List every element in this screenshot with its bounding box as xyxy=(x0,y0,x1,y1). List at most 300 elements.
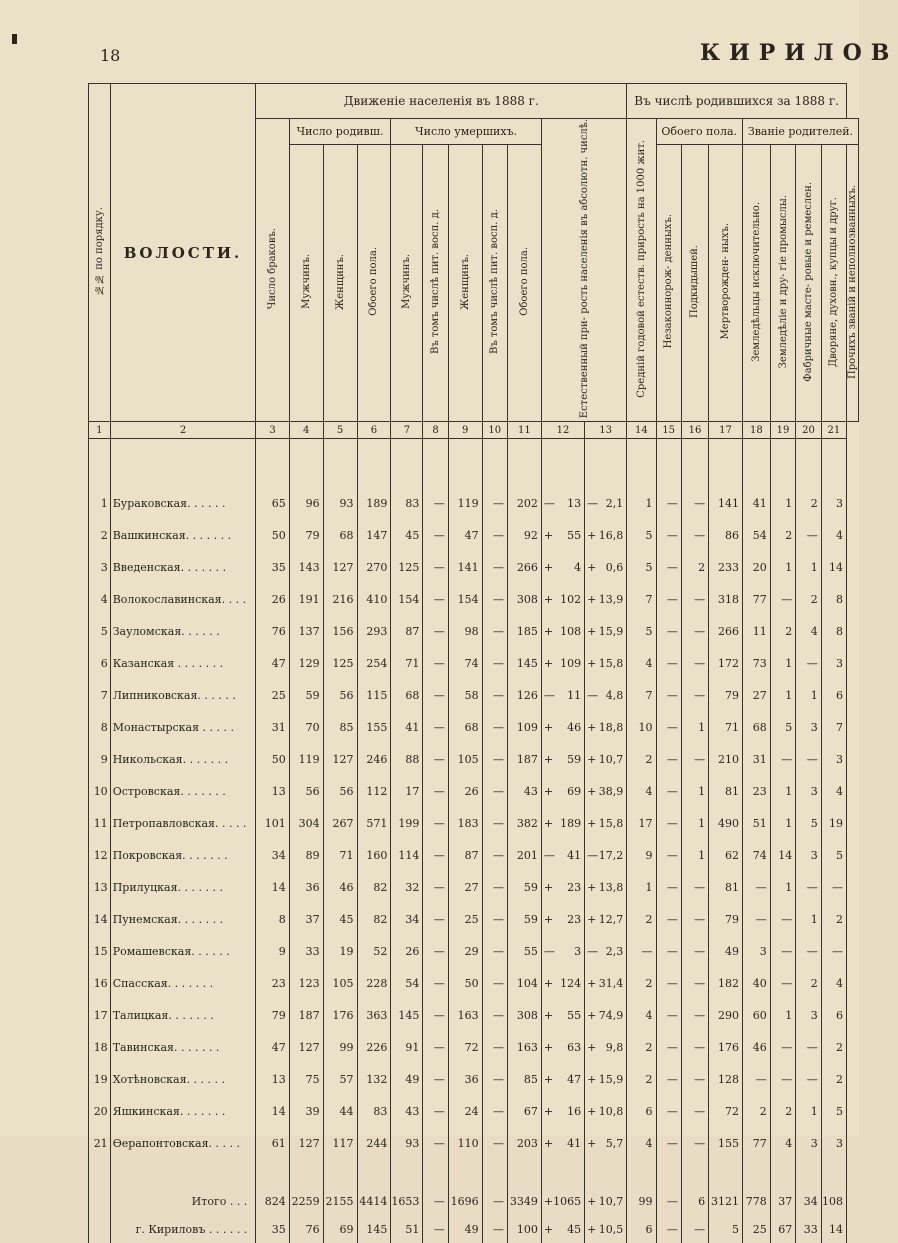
table-cell: 37 xyxy=(770,1187,796,1215)
table-row xyxy=(89,1215,859,1243)
table-cell: 1 xyxy=(770,487,796,519)
table-cell: 8 xyxy=(821,615,846,647)
cell-value: 13,8 xyxy=(598,880,624,894)
column-number: 5 xyxy=(323,422,357,439)
running-head: КИРИЛОВ xyxy=(700,40,898,66)
table-cell: — xyxy=(796,935,822,967)
table-cell xyxy=(585,711,627,743)
cell-value: 13 xyxy=(567,496,582,510)
table-row xyxy=(89,487,859,519)
table-cell: 172 xyxy=(709,647,743,679)
table-cell xyxy=(585,775,627,807)
table-cell xyxy=(541,935,584,967)
table-cell: 1 xyxy=(627,871,656,903)
table-cell: 127 xyxy=(323,743,357,775)
table-cell: — xyxy=(656,999,681,1031)
cell-value: 0,6 xyxy=(605,560,624,574)
table-cell: 109 xyxy=(507,711,541,743)
table-row xyxy=(89,871,859,903)
table-cell: — xyxy=(482,647,507,679)
table-row xyxy=(89,807,859,839)
sign: + xyxy=(587,1222,597,1236)
volost-name: Липниковская. . . . . . xyxy=(110,679,256,711)
table-row xyxy=(89,647,859,679)
sign: — xyxy=(587,848,599,862)
table-cell: 119 xyxy=(289,743,323,775)
table-cell: 1 xyxy=(770,999,796,1031)
table-cell: 87 xyxy=(391,615,423,647)
table-cell xyxy=(585,1127,627,1159)
table-cell: — xyxy=(482,1063,507,1095)
table-cell: 45 xyxy=(391,519,423,551)
table-cell: 4 xyxy=(821,967,846,999)
table-cell: 71 xyxy=(709,711,743,743)
table-cell: 69 xyxy=(323,1215,357,1243)
volost-name: Вашкинская. . . . . . . xyxy=(110,519,256,551)
table-cell: — xyxy=(423,1063,448,1095)
table-cell: 824 xyxy=(256,1187,289,1215)
table-cell: 85 xyxy=(507,1063,541,1095)
table-cell: 154 xyxy=(448,583,482,615)
table-cell: 68 xyxy=(742,711,770,743)
cell-value: 23 xyxy=(567,880,582,894)
table-cell: 50 xyxy=(448,967,482,999)
table-cell: 127 xyxy=(323,551,357,583)
table-cell xyxy=(541,487,584,519)
sign: + xyxy=(543,720,554,734)
table-cell: — xyxy=(681,1215,708,1243)
table-row xyxy=(89,1127,859,1159)
cell-value: 1065 xyxy=(553,1194,582,1208)
table-cell: 92 xyxy=(507,519,541,551)
table-cell xyxy=(585,551,627,583)
table-cell: — xyxy=(770,1063,796,1095)
table-cell xyxy=(585,583,627,615)
sign: + xyxy=(587,912,597,926)
table-cell: 129 xyxy=(289,647,323,679)
table-cell: 5 xyxy=(796,807,822,839)
table-cell: 29 xyxy=(448,935,482,967)
table-cell xyxy=(585,743,627,775)
spacer-row xyxy=(89,439,859,488)
table-cell: 24 xyxy=(448,1095,482,1127)
table-cell: 79 xyxy=(289,519,323,551)
table-cell: 183 xyxy=(448,807,482,839)
table-cell xyxy=(585,999,627,1031)
header-movement: Движеніе населенія въ 1888 г. xyxy=(256,84,627,119)
table-cell: — xyxy=(656,1095,681,1127)
header-died-both: Обоего пола. xyxy=(507,144,541,421)
header-index: №№ по порядку. xyxy=(89,84,111,422)
table-row xyxy=(89,935,859,967)
table-cell: 82 xyxy=(357,903,391,935)
header-stillborn: Мертворожден- ныхъ. xyxy=(709,144,743,421)
table-cell: 244 xyxy=(357,1127,391,1159)
table-cell: — xyxy=(482,1031,507,1063)
cell-value: 63 xyxy=(567,1040,582,1054)
table-cell: 155 xyxy=(709,1127,743,1159)
sign: + xyxy=(587,784,597,798)
column-number: 3 xyxy=(256,422,289,439)
table-cell: 123 xyxy=(289,967,323,999)
sign: + xyxy=(543,624,554,638)
table-cell: — xyxy=(482,679,507,711)
table-cell: 60 xyxy=(742,999,770,1031)
table-cell: 119 xyxy=(448,487,482,519)
table-cell: 61 xyxy=(256,1127,289,1159)
table-cell: — xyxy=(770,743,796,775)
table-cell: 96 xyxy=(289,487,323,519)
column-number: 18 xyxy=(742,422,770,439)
table-cell: 91 xyxy=(391,1031,423,1063)
column-number: 21 xyxy=(821,422,846,439)
table-cell: 1 xyxy=(796,551,822,583)
sign: + xyxy=(543,976,554,990)
table-cell: 2 xyxy=(796,487,822,519)
table-cell: 110 xyxy=(448,1127,482,1159)
sign: + xyxy=(587,720,597,734)
table-cell: 137 xyxy=(289,615,323,647)
table-cell: 145 xyxy=(507,647,541,679)
table-cell: 5 xyxy=(770,711,796,743)
table-cell: — xyxy=(656,1063,681,1095)
column-number: 2 xyxy=(110,422,256,439)
table-cell: — xyxy=(482,487,507,519)
table-cell: — xyxy=(423,967,448,999)
table-cell: — xyxy=(627,935,656,967)
sign: — xyxy=(543,848,555,862)
cell-value: 124 xyxy=(560,976,582,990)
sign: — xyxy=(543,496,555,510)
table-cell: — xyxy=(681,647,708,679)
table-cell: — xyxy=(742,903,770,935)
table-cell: 40 xyxy=(742,967,770,999)
table-cell: — xyxy=(681,615,708,647)
sign: + xyxy=(543,912,554,926)
sign: + xyxy=(587,880,597,894)
table-cell: 27 xyxy=(742,679,770,711)
table-cell: 1 xyxy=(770,679,796,711)
table-cell: — xyxy=(482,615,507,647)
cell-value: 47 xyxy=(567,1072,582,1086)
table-cell: 6 xyxy=(821,999,846,1031)
table-cell: — xyxy=(423,487,448,519)
row-index: 2 xyxy=(89,519,111,551)
column-number: 14 xyxy=(627,422,656,439)
table-cell: 382 xyxy=(507,807,541,839)
table-cell: 34 xyxy=(391,903,423,935)
table-cell: 46 xyxy=(742,1031,770,1063)
header-illegitimate: Незаконнорож- денныхъ. xyxy=(656,144,681,421)
cell-value: 4 xyxy=(574,560,582,574)
table-cell: 8 xyxy=(256,903,289,935)
table-cell: 88 xyxy=(391,743,423,775)
sign: + xyxy=(587,1072,597,1086)
table-cell: 73 xyxy=(742,647,770,679)
row-index: 1 xyxy=(89,487,111,519)
table-cell: 114 xyxy=(391,839,423,871)
header-births-group: Въ числѣ родившихся за 1888 г. xyxy=(627,84,847,119)
volost-name: Пунемская. . . . . . . xyxy=(110,903,256,935)
table-cell: 14 xyxy=(821,1215,846,1243)
table-cell: — xyxy=(681,679,708,711)
sign: + xyxy=(543,1222,554,1236)
table-cell: 7 xyxy=(627,679,656,711)
table-cell xyxy=(585,519,627,551)
table-cell: 72 xyxy=(709,1095,743,1127)
table-cell: 3 xyxy=(796,999,822,1031)
sign: + xyxy=(543,752,554,766)
table-cell: 490 xyxy=(709,807,743,839)
table-cell: 10 xyxy=(627,711,656,743)
table-cell: 45 xyxy=(323,903,357,935)
table-cell: 203 xyxy=(507,1127,541,1159)
table-cell: 14 xyxy=(770,839,796,871)
table-cell: 35 xyxy=(256,551,289,583)
table-cell: 216 xyxy=(323,583,357,615)
table-cell: 98 xyxy=(448,615,482,647)
table-cell xyxy=(585,935,627,967)
table-cell: — xyxy=(423,903,448,935)
row-index xyxy=(89,1215,111,1243)
table-cell xyxy=(541,1187,584,1215)
table-cell: — xyxy=(656,1187,681,1215)
sign: + xyxy=(543,1104,554,1118)
volost-name: Введенская. . . . . . . xyxy=(110,551,256,583)
header-volost: ВОЛОСТИ. xyxy=(110,84,256,422)
header-born-female: Женщинъ. xyxy=(323,144,357,421)
table-cell: 31 xyxy=(256,711,289,743)
table-cell xyxy=(585,487,627,519)
corner-mark xyxy=(12,34,17,44)
sign: + xyxy=(587,976,597,990)
table-row xyxy=(89,967,859,999)
table-cell: 117 xyxy=(323,1127,357,1159)
table-cell: 4 xyxy=(770,1127,796,1159)
header-farmers: Земледѣльцы исключительно. xyxy=(742,144,770,421)
cell-value: 10,7 xyxy=(598,1194,624,1208)
table-cell: 74 xyxy=(742,839,770,871)
header-parents-rank: Званіе родителей. xyxy=(742,119,858,145)
sign: + xyxy=(543,592,554,606)
table-cell: 75 xyxy=(289,1063,323,1095)
table-cell: — xyxy=(742,871,770,903)
row-index: 4 xyxy=(89,583,111,615)
table-cell: 77 xyxy=(742,1127,770,1159)
table-cell: 2 xyxy=(627,1063,656,1095)
table-cell: 9 xyxy=(627,839,656,871)
volost-name: Прилуцкая. . . . . . . xyxy=(110,871,256,903)
table-cell xyxy=(541,775,584,807)
cell-value: 55 xyxy=(567,528,582,542)
volost-name: Островская. . . . . . . xyxy=(110,775,256,807)
table-cell: 199 xyxy=(391,807,423,839)
table-cell: 3349 xyxy=(507,1187,541,1215)
table-cell: — xyxy=(482,807,507,839)
table-cell: 41 xyxy=(391,711,423,743)
volost-name: Казанская . . . . . . . xyxy=(110,647,256,679)
volost-name: Волокославинская. . . . xyxy=(110,583,256,615)
table-cell: 105 xyxy=(323,967,357,999)
table-cell: 112 xyxy=(357,775,391,807)
table-cell: 34 xyxy=(796,1187,822,1215)
table-row xyxy=(89,519,859,551)
table-cell: 68 xyxy=(323,519,357,551)
table-cell: 77 xyxy=(742,583,770,615)
table-cell: 85 xyxy=(323,711,357,743)
table-cell: — xyxy=(656,583,681,615)
table-cell: 2 xyxy=(770,1095,796,1127)
table-cell: 33 xyxy=(289,935,323,967)
table-cell xyxy=(585,871,627,903)
table-cell: 17 xyxy=(391,775,423,807)
column-number: 1 xyxy=(89,422,111,439)
header-died-male-infant: Въ томъ числѣ пит. восп. д. xyxy=(423,144,448,421)
table-cell: 23 xyxy=(256,967,289,999)
table-cell xyxy=(585,1095,627,1127)
volost-name: Яшкинская. . . . . . . xyxy=(110,1095,256,1127)
table-cell xyxy=(541,1031,584,1063)
table-cell: 89 xyxy=(289,839,323,871)
table-cell: 56 xyxy=(323,679,357,711)
table-cell: 5 xyxy=(627,615,656,647)
table-cell: — xyxy=(656,903,681,935)
table-cell: — xyxy=(423,999,448,1031)
table-cell: 202 xyxy=(507,487,541,519)
table-cell: — xyxy=(423,807,448,839)
volost-name: г. Кириловъ . . . . . . xyxy=(110,1215,256,1243)
table-cell: 6 xyxy=(627,1215,656,1243)
table-cell: 59 xyxy=(507,903,541,935)
table-cell: 363 xyxy=(357,999,391,1031)
table-cell: 4 xyxy=(627,647,656,679)
table-cell: 266 xyxy=(709,615,743,647)
sign: + xyxy=(543,656,554,670)
row-index: 7 xyxy=(89,679,111,711)
table-cell: 1653 xyxy=(391,1187,423,1215)
table-cell: 86 xyxy=(709,519,743,551)
header-died-female: Женщинъ. xyxy=(448,144,482,421)
page-number: 18 xyxy=(100,46,121,65)
header-born-male: Мужчинъ. xyxy=(289,144,323,421)
cell-value: 3 xyxy=(574,944,582,958)
table-cell: 267 xyxy=(323,807,357,839)
sign: + xyxy=(543,1194,554,1208)
table-cell: — xyxy=(770,1031,796,1063)
volost-name: Зауломская. . . . . . xyxy=(110,615,256,647)
sign: + xyxy=(543,1072,554,1086)
table-cell: 44 xyxy=(323,1095,357,1127)
column-number: 17 xyxy=(709,422,743,439)
table-cell: 99 xyxy=(323,1031,357,1063)
table-cell: 182 xyxy=(709,967,743,999)
table-cell: — xyxy=(681,1063,708,1095)
table-cell: 93 xyxy=(391,1127,423,1159)
table-cell: 74 xyxy=(448,647,482,679)
table-cell xyxy=(541,1127,584,1159)
table-cell: — xyxy=(770,967,796,999)
sign: + xyxy=(587,528,597,542)
volost-name: Тавинская. . . . . . . xyxy=(110,1031,256,1063)
table-cell: — xyxy=(482,1095,507,1127)
population-table xyxy=(88,83,859,1243)
header-marriages: Число браковъ. xyxy=(256,119,289,422)
column-number: 20 xyxy=(796,422,822,439)
table-cell: 4 xyxy=(796,615,822,647)
table-cell: 233 xyxy=(709,551,743,583)
table-cell: — xyxy=(681,519,708,551)
table-cell: 3121 xyxy=(709,1187,743,1215)
row-index: 8 xyxy=(89,711,111,743)
table-row xyxy=(89,1063,859,1095)
table-cell: 52 xyxy=(357,935,391,967)
table-cell: — xyxy=(482,519,507,551)
table-cell: 127 xyxy=(289,1127,323,1159)
row-index: 13 xyxy=(89,871,111,903)
table-cell: 2 xyxy=(627,967,656,999)
table-cell: 47 xyxy=(256,1031,289,1063)
table-cell: 156 xyxy=(323,615,357,647)
table-cell: 5 xyxy=(821,1095,846,1127)
table-cell xyxy=(541,839,584,871)
table-cell xyxy=(541,903,584,935)
table-cell: — xyxy=(656,967,681,999)
sign: — xyxy=(543,688,555,702)
table-cell: — xyxy=(482,967,507,999)
table-cell: — xyxy=(742,1063,770,1095)
table-cell: — xyxy=(482,1127,507,1159)
table-cell: 56 xyxy=(289,775,323,807)
table-cell: 104 xyxy=(507,967,541,999)
table-cell: 201 xyxy=(507,839,541,871)
sign: + xyxy=(543,880,554,894)
table-cell: 2 xyxy=(627,903,656,935)
table-cell: — xyxy=(796,519,822,551)
sign: + xyxy=(587,624,597,638)
table-row xyxy=(89,743,859,775)
table-cell xyxy=(585,1187,627,1215)
cell-value: 41 xyxy=(567,1136,582,1150)
table-cell: 36 xyxy=(448,1063,482,1095)
sign: + xyxy=(587,1194,597,1208)
table-cell: 47 xyxy=(256,647,289,679)
table-cell: 1 xyxy=(770,647,796,679)
table-cell: 7 xyxy=(627,583,656,615)
table-cell: 43 xyxy=(507,775,541,807)
table-cell: 81 xyxy=(709,775,743,807)
header-born: Число родивш. xyxy=(289,119,391,145)
table-cell: 176 xyxy=(709,1031,743,1063)
table-cell: — xyxy=(423,1095,448,1127)
table-cell: 4 xyxy=(627,999,656,1031)
table-cell: 71 xyxy=(323,839,357,871)
table-cell: 4 xyxy=(627,1127,656,1159)
table-cell: — xyxy=(796,647,822,679)
header-natural-abs: Естественный при- рость населенія въ абсолютн. числѣ. xyxy=(541,119,626,422)
table-cell: 270 xyxy=(357,551,391,583)
table-row xyxy=(89,775,859,807)
table-cell: 2 xyxy=(681,551,708,583)
cell-value: 15,9 xyxy=(598,624,624,638)
table-cell: 290 xyxy=(709,999,743,1031)
sign: + xyxy=(543,560,554,574)
table-cell: — xyxy=(656,615,681,647)
table-cell: — xyxy=(681,1031,708,1063)
table-row xyxy=(89,1031,859,1063)
table-cell: 191 xyxy=(289,583,323,615)
table-cell xyxy=(585,839,627,871)
table-cell: 155 xyxy=(357,711,391,743)
